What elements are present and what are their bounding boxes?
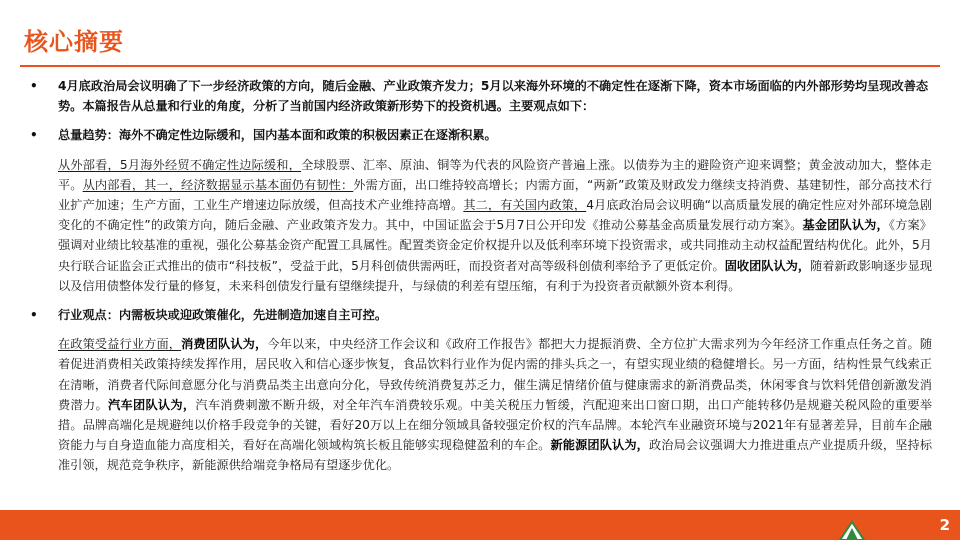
- text-span: 4月底政治局会议明确“以高质量发展的确定性应对外部环境急剧变化的不确定性”的政策方向，随后金融、产业政策齐发力。其中，中国证监会于5月7日公开印发《推动公募基金高质量发展行动方案》。: [58, 198, 933, 233]
- industry-view-paragraph: [30, 334, 932, 475]
- internal-view-phrase: 从内部看，其一，经济数据显示基本面仍有韧性：: [82, 177, 354, 192]
- intro-text: 4月底政治局会议明确了下一步经济政策的方向，随后金融、产业政策齐发力；5月以来海外环境的不确定性在逐渐下降，资本市场面临的内外部形势均呈现改善态势。本篇报告从总量和行业的角度，分析了当前国内经济政策新形势下的投资机遇。主要观点如下：: [58, 79, 929, 114]
- text-span: 政治局会议强调大力推进重点产业提质升级，坚持标准引领，规范竞争秩序，新能源供给端竞争格局有望逐步优化。: [58, 438, 933, 473]
- text-span: 汽车消费刺激不断升级，对全年汽车消费较乐观。中美关税压力暂缓，汽配迎来出口窗口期，出口产能转移仍是规避关税风险的重要举措。品牌高端化是规避纯以价格手段竞争的关键，看好20万以上在细分领域具备较强定价权的汽车品牌。本轮汽车业融资环境与2021年有显著差异，目前车企融资能力与自身造血能力高度相关，看好在高端化领域构筑长板且能够实现稳健盈利的车企。: [58, 397, 933, 453]
- domestic-policy-phrase: 其二，有关国内政策，: [463, 198, 587, 213]
- bullet-icon: •: [30, 79, 38, 93]
- total-trend-heading: 总量趋势：海外不确定性边际缓和，国内基本面和政策的积极因素正在逐渐积累。: [58, 128, 497, 143]
- brand-logo-icon: [838, 520, 866, 540]
- text-span: 外需方面，出口维持较高增长；内需方面，“两新”政策及财政发力继续支持消费、基建韧性，部分高技术行业扩产加速；生产方面，工业生产增速边际放缓，但高技术产业维持高增。: [58, 177, 933, 213]
- policy-beneficiary-phrase: 在政策受益行业方面，: [58, 337, 182, 352]
- total-trend-bullet: [30, 125, 932, 145]
- summary-body: [30, 76, 932, 485]
- fixed-income-team-label: 固收团队认为，: [724, 258, 811, 273]
- consumer-team-label: 消费团队认为，: [181, 337, 268, 352]
- page-number: 2: [939, 516, 950, 534]
- total-trend-paragraph: [30, 155, 932, 296]
- page-title: 核心摘要: [24, 28, 124, 56]
- fund-team-label: 基金团队认为，: [802, 218, 889, 233]
- footer-bar: [0, 510, 960, 540]
- new-energy-team-label: 新能源团队认为，: [550, 438, 649, 453]
- text-span: 随着新政影响逐步显现以及信用债整体发行量的修复，未来科创债发行量有望继续提升，与绿债的利差有望压缩，有利于为投资者贡献额外资本利得。: [58, 258, 933, 293]
- external-view-phrase: 从外部看，5月海外经贸不确定性边际缓和，: [58, 157, 302, 172]
- auto-team-label: 汽车团队认为，: [107, 397, 196, 412]
- bullet-icon: •: [30, 308, 38, 323]
- title-divider: [20, 65, 940, 67]
- text-span: 全球股票、汇率、原油、铜等为代表的风险资产普遍上涨。以债券为主的避险资产迎来调整；黄金波动加大，整体走平。: [58, 157, 932, 192]
- text-span: 今年以来，中央经济工作会议和《政府工作报告》都把大力提振消费、全方位扩大需求列为今年经济工作重点任务之首。随着促进消费相关政策持续发挥作用，居民收入和信心逐步恢复，食品饮料行业作为促内需的排头兵之一，有望实现业绩的稳健增长。另一方面，结构性景气线索正在清晰，消费者代际间意愿分化与消费品类主出意向分化，导致传统消费复苏乏力，催生满足情绪价值与健康需求的新消费品类，休闲零食与饮料凭借创新激发消费潜力。: [58, 337, 933, 412]
- bullet-icon: •: [30, 128, 38, 143]
- industry-view-heading: 行业观点：内需板块或迎政策催化，先进制造加速自主可控。: [58, 308, 388, 323]
- text-span: 《方案》强调对业绩比较基准的重视，强化公募基金资产配置工具属性。配置类资金定价权提升以及低利率环境下投资需求，或共同推动主动权益配置结构优化。此外，5月央行联合证监会正式推出的债市“科技板”，受益于此，5月科创债供需两旺，而投资者对高等级科创债利率给予了更低定价。: [58, 218, 932, 273]
- intro-bullet: [30, 76, 932, 116]
- industry-view-bullet: [30, 305, 932, 325]
